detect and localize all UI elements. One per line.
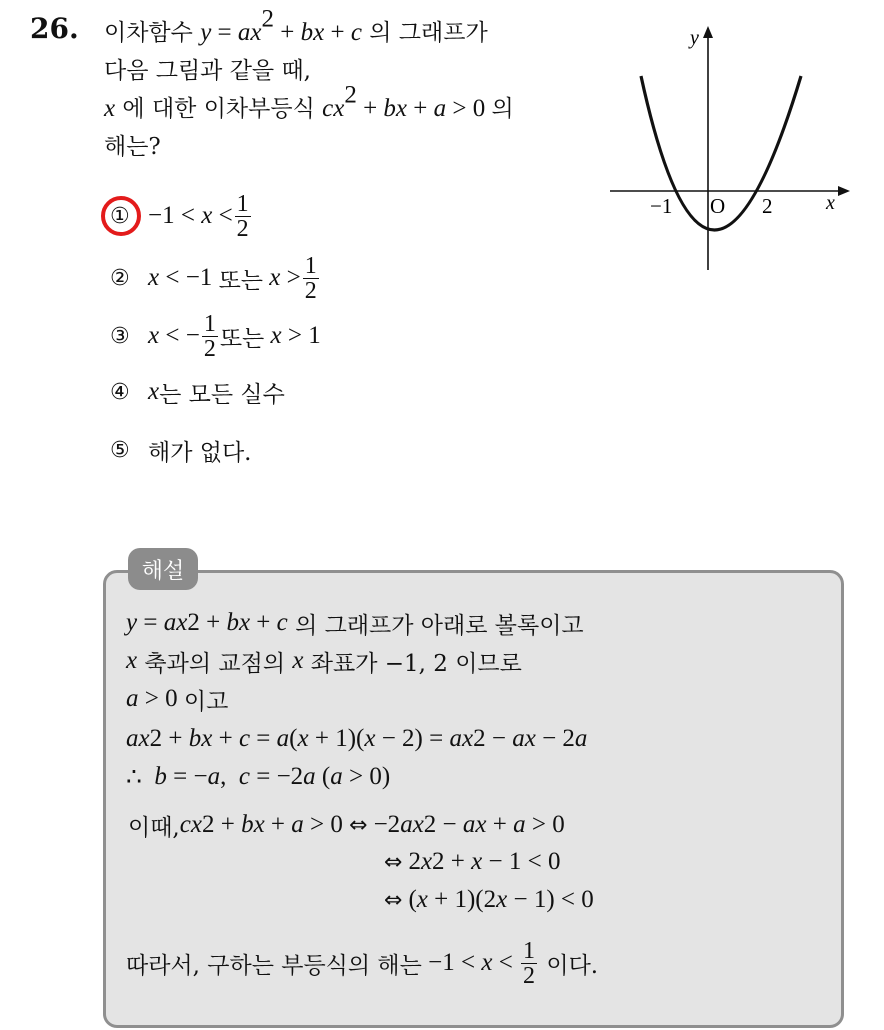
solution-line-1: y = ax 2 + bx + c 의 그래프가 아래로 볼록이고 — [126, 609, 584, 639]
choice-1[interactable]: ① −1 < x < $\frac{1}{2}$ — [110, 190, 249, 242]
x-axis-label: x — [826, 192, 835, 214]
solution-line-5: ∴ b = − a , c = −2 a ( a > 0) — [126, 763, 391, 791]
choice-3[interactable]: ③ x < − $\frac{1}{2}$ 또는 x > 1 — [110, 310, 321, 362]
choice-4-number: ④ — [110, 379, 130, 405]
question-stem — [104, 5, 514, 166]
solution-line-3: a > 0 이고 — [126, 685, 229, 715]
choice-5-number: ⑤ — [110, 437, 130, 463]
choice-4[interactable]: ④ x 는 모든 실수 — [110, 378, 285, 408]
question-number: 26. — [30, 12, 79, 45]
choice-5[interactable]: ⑤ 해가 없다. — [110, 437, 252, 466]
parabola-graph — [604, 20, 854, 275]
solution-line-7: ⇔ 2 x 2 + x − 1 < 0 — [384, 848, 561, 875]
choice-2[interactable]: ② x < −1 또는 x > $\frac{1}{2}$ — [110, 252, 317, 304]
root-right-label: 2 — [762, 194, 773, 218]
choice-1-number: ① — [110, 203, 130, 229]
root-left-label: −1 — [650, 194, 673, 218]
x-axis-arrow — [838, 186, 850, 196]
stem-line-1: 이차함수 $y = ax^2$ + bx + c 의 그래프가 — [104, 5, 488, 46]
stem-line-4: 해는? — [104, 134, 161, 160]
y-axis-label: y — [690, 27, 699, 49]
stem-line-2: 다음 그림과 같을 때, — [104, 58, 311, 84]
solution-line-6: 이때, cx 2 + bx + a > 0 ⇔ −2 ax 2 − ax + a > 0 — [128, 811, 565, 841]
solution-line-4: ax 2 + bx + c = a ( x + 1)( x − 2) = ax 2 − ax − 2 a — [126, 725, 588, 752]
solution-line-8: ⇔ ( x + 1)(2 x − 1) < 0 — [384, 886, 594, 913]
solution-conclusion: 따라서, 구하는 부등식의 해는 −1 < x < $\frac{1}{2}$ 이다. — [126, 937, 599, 989]
y-axis-arrow — [703, 26, 713, 38]
solution-line-2: x 축과의 교점의 x 좌표가 −1, 2 이므로 — [126, 647, 522, 677]
choice-3-number: ③ — [110, 323, 130, 349]
stem-line-3: x 에 대한 이차부등식 $cx^2$ + bx + a > 0 의 — [104, 81, 514, 122]
origin-label: O — [710, 194, 726, 218]
choice-2-number: ② — [110, 265, 130, 291]
solution-tag: 해설 — [128, 548, 198, 590]
